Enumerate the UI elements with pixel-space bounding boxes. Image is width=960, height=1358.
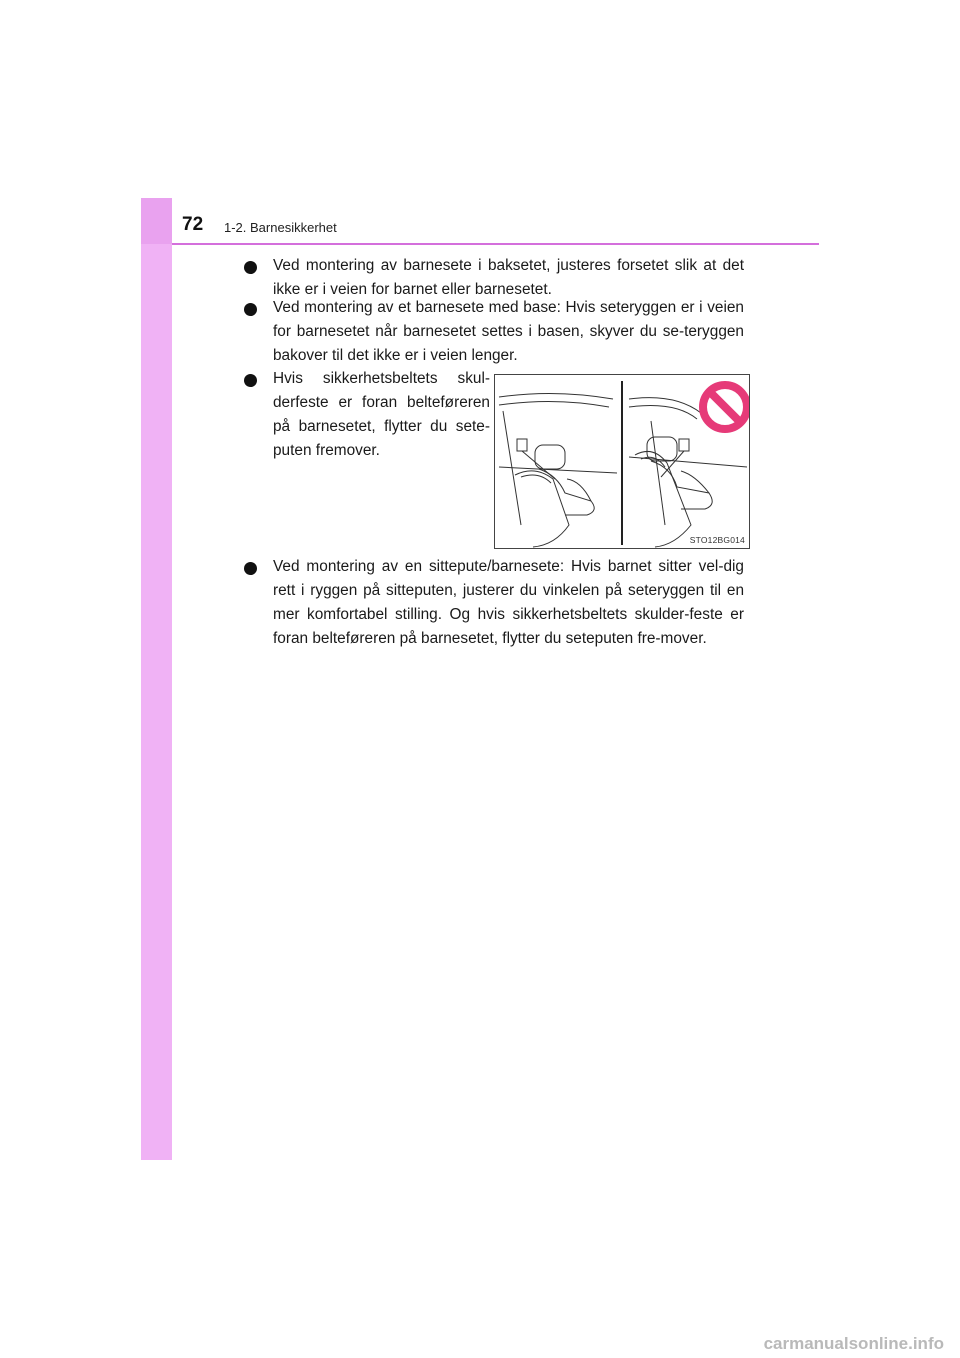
header-rule [172, 243, 819, 245]
header-tab [141, 198, 172, 244]
bullet-text: Ved montering av barnesete i baksetet, justeres forsetet slik at det ikke er i veien for barnet eller barnesetet. [273, 257, 744, 298]
bullet-text: Hvis sikkerhetsbeltets skul-derfeste er foran belteføreren på barnesetet, flytter du sete-puten fremover. [273, 370, 490, 459]
seat-drawing [495, 375, 749, 548]
bullet-item [244, 254, 744, 302]
bullet-item [244, 367, 490, 463]
side-tab-band [141, 198, 172, 1160]
section-title: 1-2. Barnesikkerhet [224, 220, 337, 235]
illustration-code: STO12BG014 [689, 535, 745, 545]
child-seat-illustration [494, 374, 750, 549]
bullet-text: Ved montering av en sittepute/barnesete: Hvis barnet sitter vel-dig rett i ryggen på sitteputen, justerer du vinkelen på seteryggen til en mer komfortabel stilling. Og hvis sikkerhetsbeltets skulder-feste er foran belteføreren på barnesetet, flytter du seteputen fre-mover. [273, 558, 744, 647]
watermark: carmanualsonline.info [763, 1334, 944, 1353]
bullet-icon [244, 303, 257, 316]
bullet-text: Ved montering av et barnesete med base: Hvis seteryggen er i veien for barnesetet når barnesetet settes i basen, skyver du se-teryggen bakover til det ikke er i veien lenger. [273, 299, 744, 364]
page-number: 72 [182, 214, 204, 235]
bullet-icon [244, 261, 257, 274]
bullet-item [244, 296, 744, 368]
bullet-item [244, 555, 744, 651]
bullet-icon [244, 374, 257, 387]
bullet-icon [244, 562, 257, 575]
